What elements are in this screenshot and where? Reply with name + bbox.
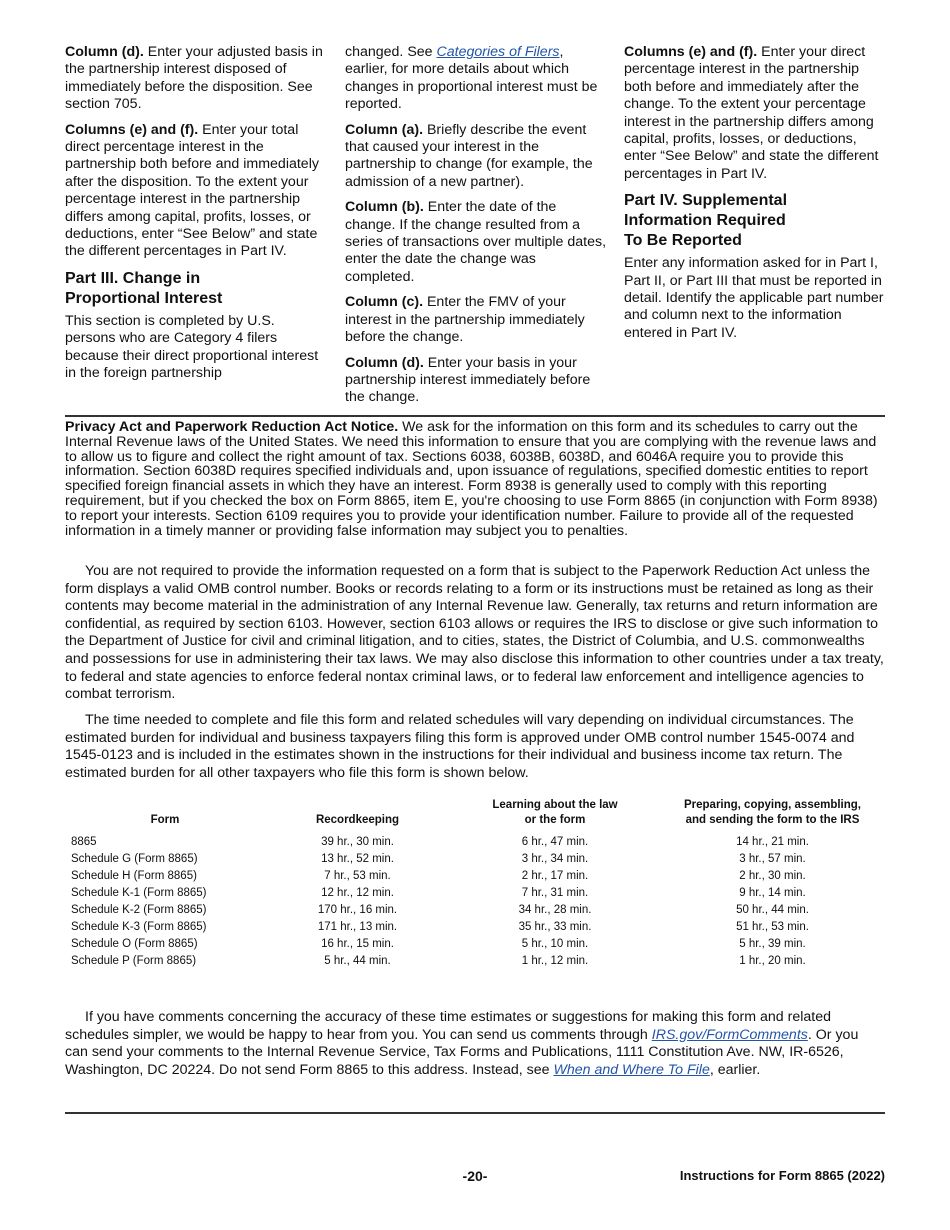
irs-form-comments-link[interactable]: IRS.gov/FormComments [651,1026,808,1043]
part3-heading: Part III. Change in Proportional Interest [65,269,223,307]
column-left [65,44,329,391]
col3-paragraph-ef: Columns (e) and (f). Enter your direct percentage interest in the partnership both before and immediately after the change. To the extent your percentage interest in the partnership differs among capital, profits, losses, or deductions, enter “See Below” and state the different percentages in Part IV. [624,44,879,182]
table-row: Schedule O (Form 8865) 16 hr., 15 min. 5 hr., 10 min. 5 hr., 39 min. [71,938,806,950]
header-recordkeeping: Recordkeeping [315,814,400,826]
col2-paragraph-d: Column (d). Enter your basis in your partnership interest immediately before the change. [345,354,591,406]
page-number: -20- [462,1168,488,1184]
header-learning: Learning about the law or the form [492,799,618,826]
col1-paragraph-ef: Columns (e) and (f). Enter your total direct percentage interest in the partnership both before and immediately after the disposition. To the extent your percentage interest in the partnership differs among capital, profits, losses, or deductions, enter “See Below” and state the different percentages in Part IV. [65,121,319,260]
omb-paragraph: You are not required to provide the information requested on a form that is subject to the Paperwork Reduction Act unless the form displays a valid OMB control number. Books or records relating to a form or its instructions must be retained as long as their contents may become material in the administration of any Internal Revenue law. Generally, tax returns and return information are confidential, as required by section 6103. However, section 6103 allows or requires the IRS to disclose or give such information to the Department of Justice for civil and criminal litigation, and to cities, states, the District of Columbia, and U.S. commonwealths and possessions for use in administering their tax laws. We may also disclose this information to other countries under a tax treaty, to federal and state agencies to enforce federal nontax criminal laws, or to federal law enforcement and intelligence agencies to combat terrorism. [65,563,884,703]
time-estimate-paragraph: The time needed to complete and file this form and related schedules will vary depending on individual circumstances. The estimated burden for individual and business taxpayers filing this form is approved under OMB control number 1545-0074 and 1545-0123 and is included in the estimates shown in the instructions for their individual and business income tax return. The estimated burden for all other taxpayers who file this form is shown below. [65,712,855,781]
table-row: Schedule K-3 (Form 8865) 171 hr., 13 min. 35 hr., 33 min. 51 hr., 53 min. [71,921,809,933]
column-middle [345,44,609,415]
section-divider-bottom [65,1112,885,1114]
instruction-columns [65,44,885,409]
categories-of-filers-link[interactable]: Categories of Filers [436,44,560,60]
table-row: Schedule G (Form 8865) 13 hr., 52 min. 3 hr., 34 min. 3 hr., 57 min. [71,853,806,865]
table-row: 8865 39 hr., 30 min. 6 hr., 47 min. 14 hr., 21 min. [71,836,809,848]
burden-table [65,798,885,970]
table-row: Schedule P (Form 8865) 5 hr., 44 min. 1 hr., 12 min. 1 hr., 20 min. [71,955,806,967]
comments-paragraph: If you have comments concerning the accuracy of these time estimates or suggestions for making this form and related schedules simpler, we would be happy to hear from you. You can send us comments through IRS.gov/FormComments. Or you can send your comments to the Internal Revenue Service, Tax Forms and Publications, 1111 Constitution Ave. NW, IR-6526, Washington, DC 20224. Do not send Form 8865 to this address. Instead, see When and Where To File, earlier. [65,1009,859,1078]
burden-table-header [65,798,885,834]
table-row: Schedule H (Form 8865) 7 hr., 53 min. 2 hr., 17 min. 2 hr., 30 min. [71,870,806,882]
when-and-where-to-file-link[interactable]: When and Where To File [553,1061,710,1078]
privacy-notice-text: We ask for the information on this form and its schedules to carry out the Internal Revenue laws of the United States. We need this information to ensure that you are complying with the revenue laws and to allow us to figure and collect the right amount of tax. Sections 6038, 6038B, 6038D, and 6046A require you to provide this information. Section 6038D requires specified individuals and, upon issuance of regulations, specified domestic entities to report specified foreign financial assets in which they have an interest. Form 8938 is generally used to comply with this reporting requirement, but if you checked the box on Form 8865, item E, you're choosing to use Form 8865 (in conjunction with Form 8938) to report your interests. Section 6109 requires you to provide your identification number. Failure to provide all of the requested information in a timely manner or providing false information may subject you to penalties. [65,419,878,539]
col2-continuation: changed. See Categories of Filers, earlier, for more details about which changes in proportional interest must be reported. [345,44,598,113]
privacy-notice-title: Privacy Act and Paperwork Reduction Act Notice. [65,419,399,435]
col1-paragraph-d: Column (d). Enter your adjusted basis in the partnership interest disposed of immediately before the disposition. See section 705. [65,44,323,113]
col3-part4-text: Enter any information asked for in Part I, Part II, or Part III that must be reported in detail. Identify the applicable part number and column next to the information entered in Part IV. [624,255,884,341]
header-form: Form [150,814,180,826]
document-title-footer: Instructions for Form 8865 (2022) [679,1168,885,1183]
table-row: Schedule K-1 (Form 8865) 12 hr., 12 min. 7 hr., 31 min. 9 hr., 14 min. [71,887,806,899]
col2-paragraph-c: Column (c). Enter the FMV of your interest in the partnership immediately before the change. [345,294,585,346]
part4-heading: Part IV. Supplemental Information Required To Be Reported [624,192,788,250]
privacy-notice [65,420,885,538]
col1-part3-text: This section is completed by U.S. persons who are Category 4 filers because their direct proportional interest in the foreign partnership [65,312,319,382]
column-right [624,44,888,350]
section-divider-top [65,415,885,417]
table-row: Schedule K-2 (Form 8865) 170 hr., 16 min. 34 hr., 28 min. 50 hr., 44 min. [71,904,809,916]
col2-paragraph-a: Column (a). Briefly describe the event that caused your interest in the partnership to change (for example, the admission of a new partner). [345,121,593,190]
col2-paragraph-b: Column (b). Enter the date of the change. If the change resulted from a series of transactions over multiple dates, enter the date the change was completed. [345,199,607,285]
header-preparing: Preparing, copying, assembling, and sending the form to the IRS [683,799,861,826]
